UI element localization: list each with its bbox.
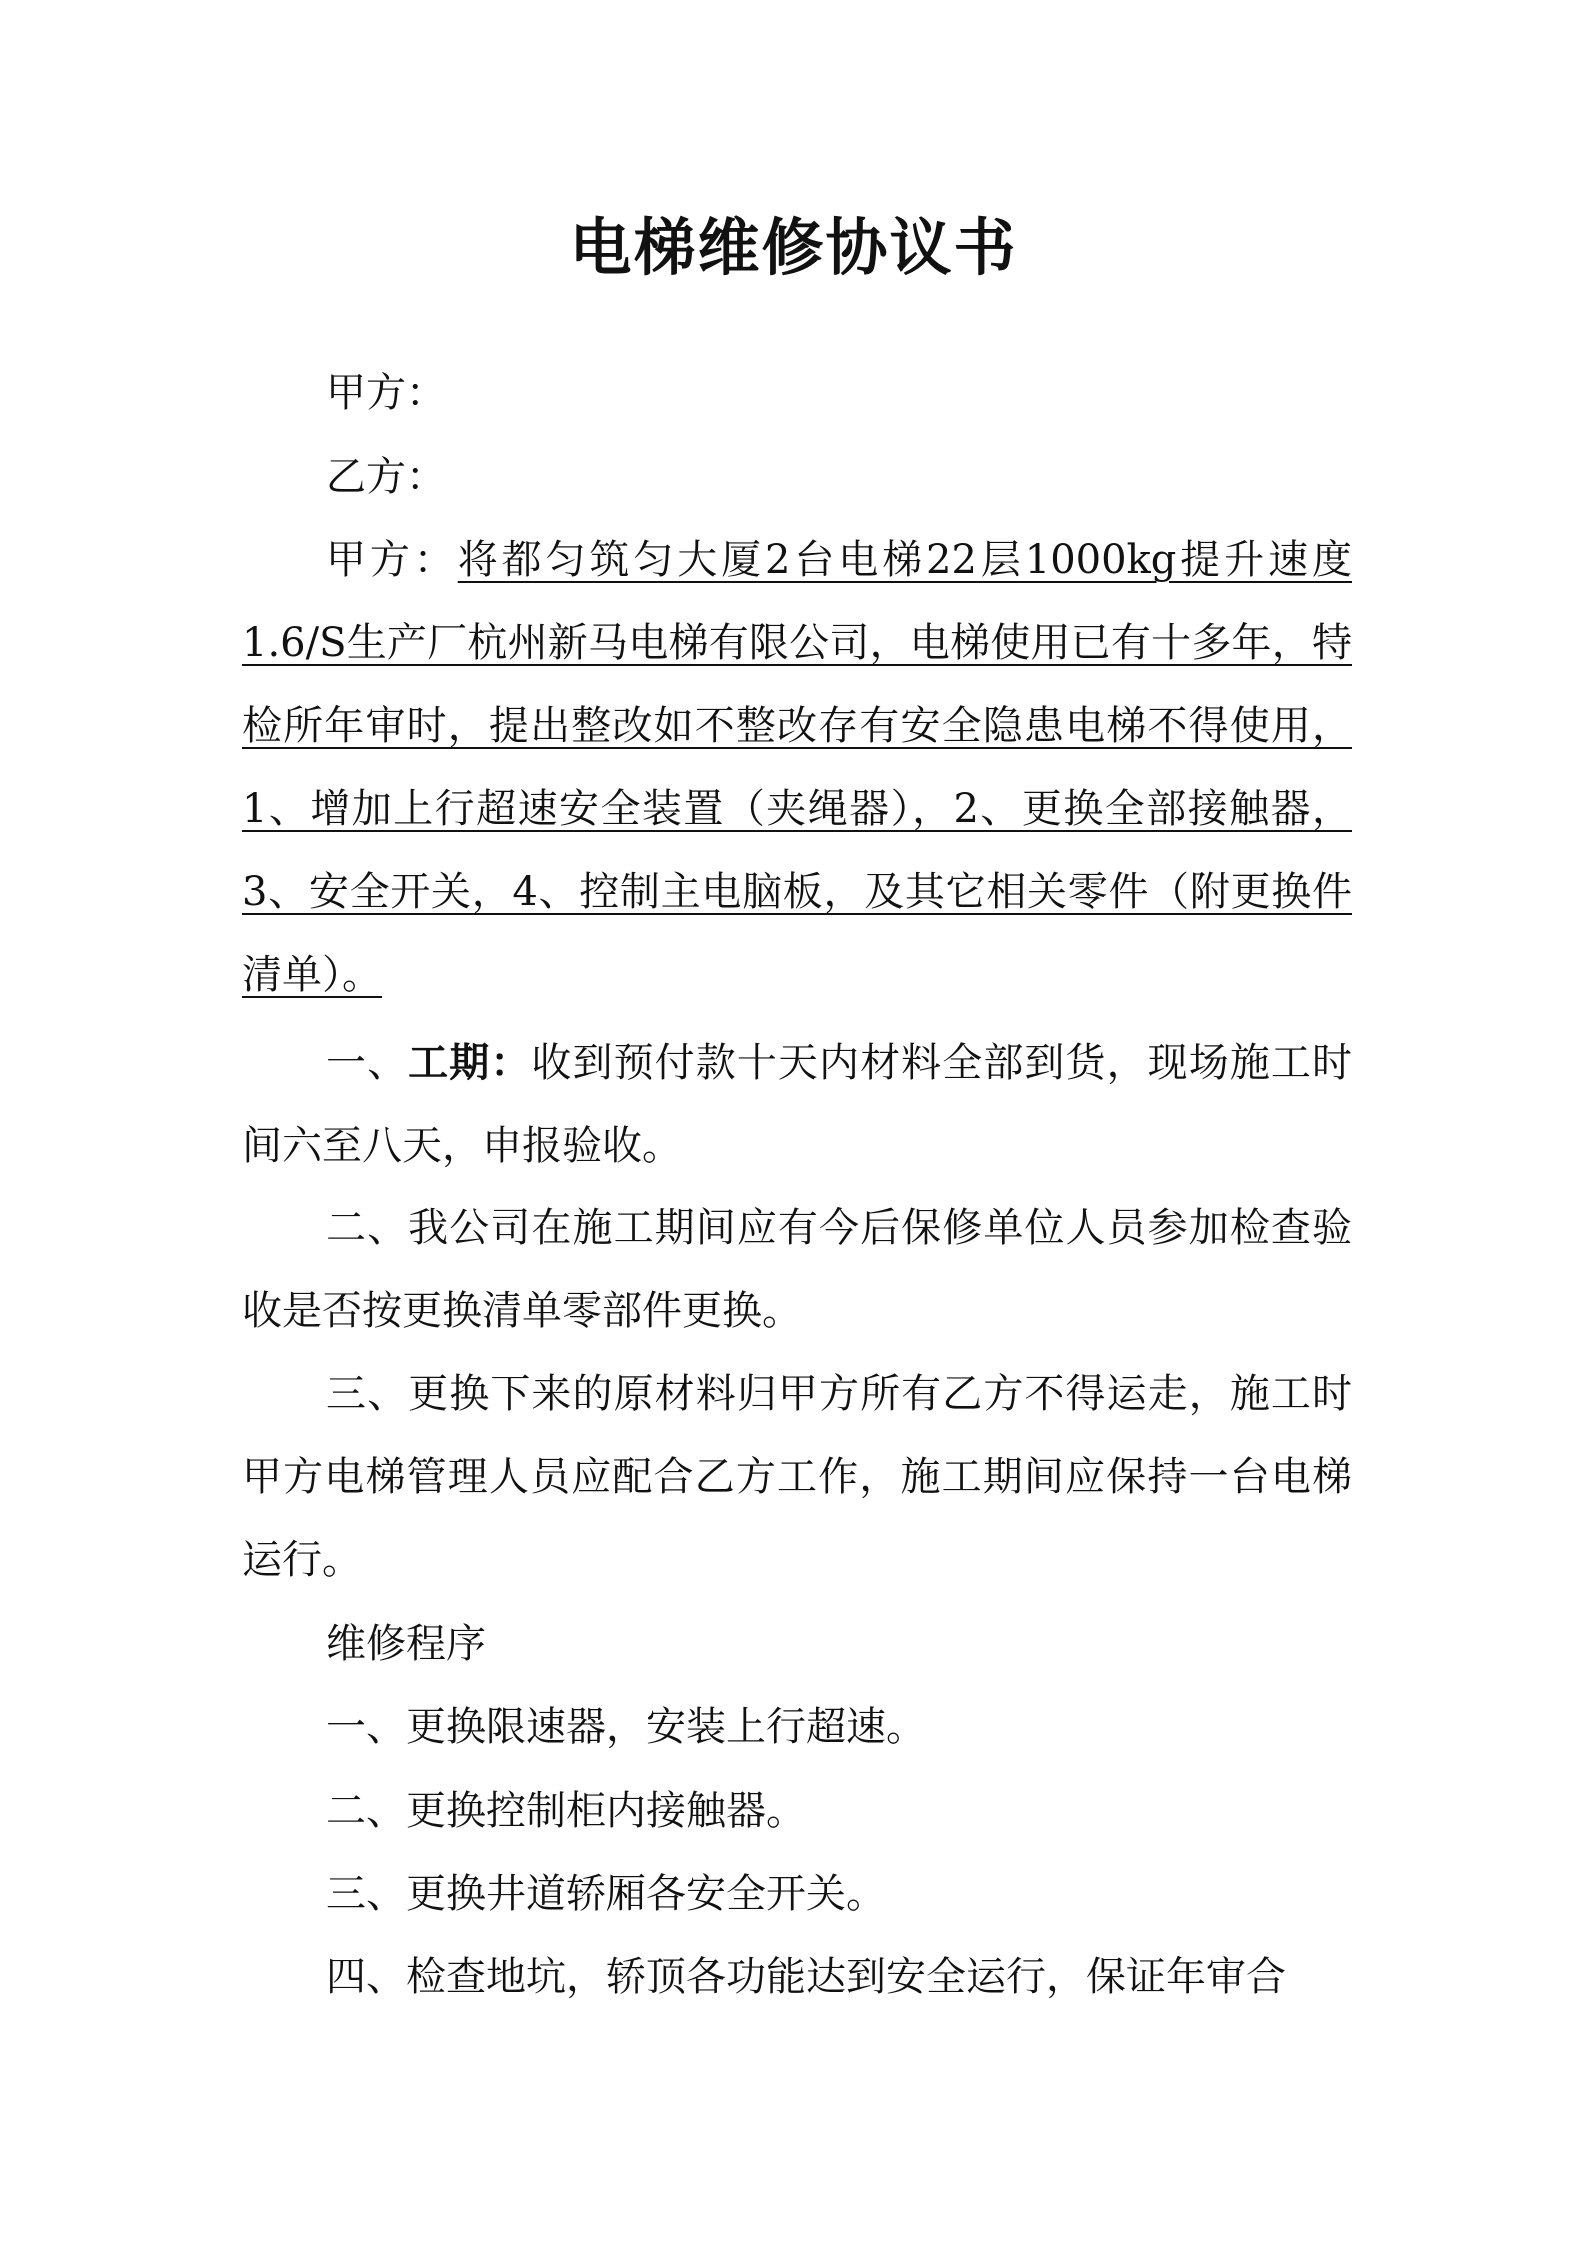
- intro-underlined-text: 将都匀筑匀大厦2台电梯22层1000kg提升速度1.6/S生产厂杭州新马电梯有限公司，电梯使用已有十多年，特检所年审时，提出整改如不整改存有安全隐患电梯不得使用，1、增加上行超速安全装置（夹绳器），2、更换全部接触器，3、安全开关，4、控制主电脑板，及其它相关零件（附更换件清单）。: [242, 537, 1352, 998]
- procedure-heading: 维修程序: [326, 1621, 486, 1667]
- clause-1-number: 一、: [326, 1040, 409, 1086]
- procedure-step-1: 一、更换限速器，安装上行超速。: [326, 1704, 926, 1750]
- intro-prefix: 甲方：: [326, 537, 458, 583]
- procedure-step-2: 二、更换控制柜内接触器。: [326, 1788, 806, 1834]
- document-title: 电梯维修协议书: [569, 211, 1018, 284]
- procedure-step-3: 三、更换井道轿厢各安全开关。: [326, 1871, 886, 1917]
- clause-2: 二、我公司在施工期间应有今后保修单位人员参加检查验收是否按更换清单零部件更换。: [242, 1205, 1352, 1334]
- clause-1: [242, 1021, 1352, 1188]
- intro-paragraph: [242, 519, 1352, 1017]
- party-b-label: 乙方：: [326, 454, 446, 500]
- procedure-step-4: 四、检查地坑，轿顶各功能达到安全运行，保证年审合: [326, 1954, 1286, 2000]
- clause-1-text: 收到预付款十天内材料全部到货，现场施工时间六至八天，申报验收。: [242, 1040, 1353, 1169]
- clause-3: 三、更换下来的原材料归甲方所有乙方不得运走，施工时甲方电梯管理人员应配合乙方工作，施工期间应保持一台电梯运行。: [242, 1371, 1352, 1583]
- party-a-label: 甲方：: [326, 370, 446, 416]
- clause-1-heading: 工期：: [408, 1039, 532, 1086]
